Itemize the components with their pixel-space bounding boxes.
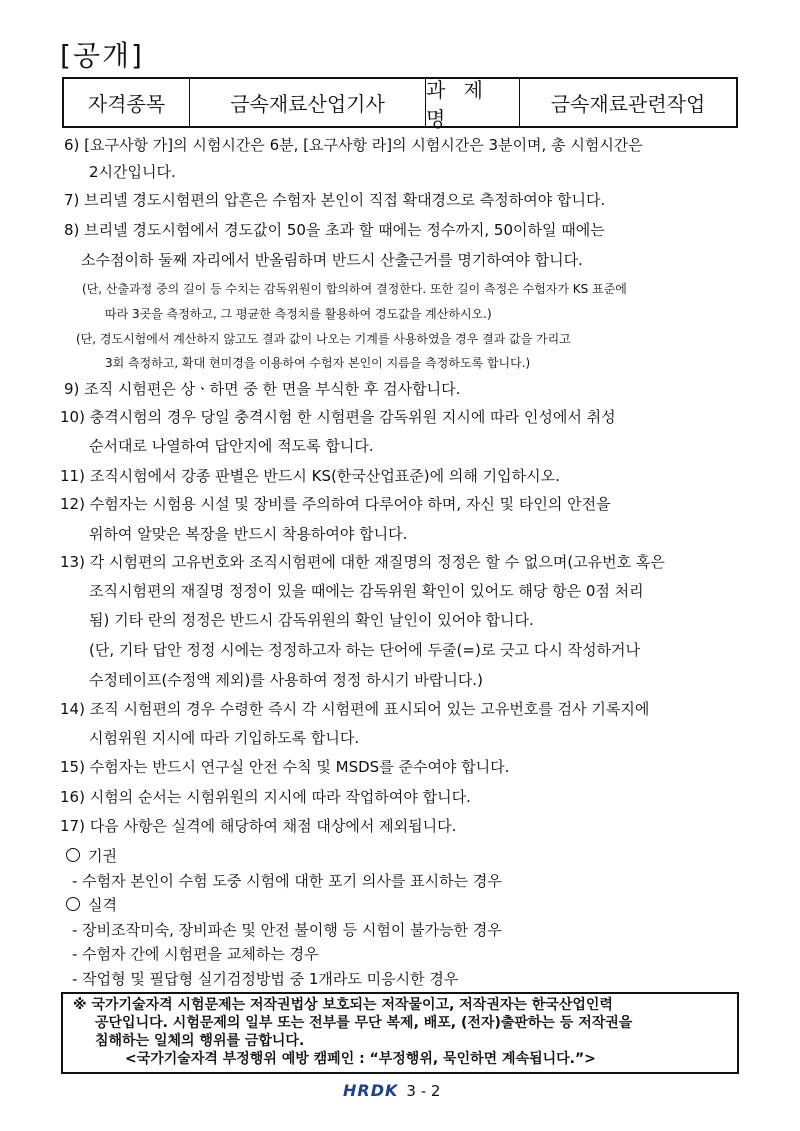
circle-icon <box>66 897 80 911</box>
disqualify-category <box>66 895 117 915</box>
instruction-line: - 수험자 본인이 수험 도중 시험에 대한 포기 의사를 표시하는 경우 <box>72 872 502 890</box>
title-label: 과 제 명 <box>426 79 520 126</box>
instruction-line: - 수험자 간에 시험편을 교체하는 경우 <box>72 945 319 963</box>
notice-line: ※ 국가기술자격 시험문제는 저작권법상 보호되는 저작물이고, 저작권자는 한국산업인력 <box>73 997 613 1013</box>
disqualify-category <box>66 846 117 866</box>
circle-icon <box>66 848 80 862</box>
note-line: (단, 경도시험에서 계산하지 않고도 결과 값이 나오는 기계를 사용하였을 경우 결과 값을 가리고 <box>76 332 571 346</box>
instruction-line: 7) 브리넬 경도시험편의 압흔은 수험자 본인이 직접 확대경으로 측정하여야 합니다. <box>64 191 606 209</box>
instruction-line: 위하여 알맞은 복장을 반드시 착용하여야 합니다. <box>89 525 408 543</box>
instruction-line: 17) 다음 사항은 실격에 해당하여 채점 대상에서 제외됩니다. <box>60 817 457 835</box>
note-line: 따라 3곳을 측정하고, 그 평균한 측정치를 활용하여 경도값을 계산하시오.) <box>105 307 492 321</box>
instruction-line: 시험위원 지시에 따라 기입하도록 합니다. <box>89 729 360 747</box>
instruction-line: 2시간입니다. <box>89 163 176 181</box>
instruction-line: 16) 시험의 순서는 시험위원의 지시에 따라 작업하여야 합니다. <box>60 788 471 806</box>
instruction-line: 됨) 기타 란의 정정은 반드시 감독위원의 확인 날인이 있어야 합니다. <box>89 611 534 629</box>
category-label: 기권 <box>88 847 117 865</box>
instruction-line: 9) 조직 시험편은 상ㆍ하면 중 한 면을 부식한 후 검사합니다. <box>64 380 461 398</box>
instruction-line: (단, 기타 답안 정정 시에는 정정하고자 하는 단어에 두줄(=)로 긋고 다시 작성하거나 <box>89 641 641 659</box>
instruction-line: 조직시험편의 재질명 정정이 있을 때에는 감독위원 확인이 있어도 해당 항은 0점 처리 <box>89 582 644 600</box>
instruction-line: 수정테이프(수정액 제외)를 사용하여 정정 하시기 바랍니다.) <box>89 671 483 689</box>
instruction-line: 11) 조직시험에서 강종 판별은 반드시 KS(한국산업표준)에 의해 기입하시오. <box>60 467 560 485</box>
title-value: 금속재료관련작업 <box>550 92 706 116</box>
instruction-line: 12) 수험자는 시험용 시설 및 장비를 주의하여 다루어야 하며, 자신 및 타인의 안전을 <box>60 495 611 513</box>
instruction-line: 14) 조직 시험편의 경우 수령한 즉시 각 시험편에 표시되어 있는 고유번호를 검사 기록지에 <box>60 700 650 718</box>
note-line: (단, 산출과정 중의 길이 등 수치는 감독위원이 합의하여 결정한다. 또한 길이 측정은 수험자가 KS 표준에 <box>82 282 627 296</box>
notice-line: 공단입니다. 시험문제의 일부 또는 전부를 무단 복제, 배포, (전자)출판하는 등 저작권을 <box>95 1015 633 1031</box>
field-label: 자격종목 <box>64 79 190 126</box>
copyright-notice <box>61 992 739 1074</box>
hrdk-logo: HRDK <box>343 1081 399 1100</box>
instruction-line: 15) 수험자는 반드시 연구실 안전 수칙 및 MSDS를 준수여야 합니다. <box>60 758 510 776</box>
category-label: 실격 <box>88 896 117 914</box>
instruction-line: - 장비조작미숙, 장비파손 및 안전 불이행 등 시험이 불가능한 경우 <box>72 921 502 939</box>
page-footer <box>343 1081 440 1100</box>
instruction-line: 10) 충격시험의 경우 당일 충격시험 한 시험편을 감독위원 지시에 따라 인성에서 취성 <box>60 408 616 426</box>
instruction-line: 순서대로 나열하여 답안지에 적도록 합니다. <box>89 437 374 455</box>
instruction-line: 8) 브리넬 경도시험에서 경도값이 50을 초과 할 때에는 정수까지, 50이하일 때에는 <box>64 221 605 239</box>
page-number: 3 - 2 <box>406 1081 441 1100</box>
header-table <box>62 77 738 131</box>
instruction-line: - 작업형 및 필답형 실기검정방법 중 1개라도 미응시한 경우 <box>72 970 459 988</box>
field-value: 금속재료산업기사 <box>190 79 426 126</box>
instruction-line: 13) 각 시험편의 고유번호와 조직시험편에 대한 재질명의 정정은 할 수 없으며(고유번호 혹은 <box>60 553 665 571</box>
notice-line: <국가기술자격 부정행위 예방 캠페인 : “부정행위, 묵인하면 계속됩니다.”> <box>125 1051 596 1067</box>
note-line: 3회 측정하고, 확대 현미경을 이용하여 수험자 본인이 지름을 측정하도록 합니다.) <box>105 356 531 370</box>
instruction-line: 6) [요구사항 가]의 시험시간은 6분, [요구사항 라]의 시험시간은 3분이며, 총 시험시간은 <box>64 136 643 154</box>
instruction-line: 소수점이하 둘째 자리에서 반올림하며 반드시 산출근거를 명기하여야 합니다. <box>81 251 583 269</box>
notice-line: 침해하는 일체의 행위를 금합니다. <box>95 1033 305 1049</box>
public-tag: [공개] <box>60 39 144 72</box>
